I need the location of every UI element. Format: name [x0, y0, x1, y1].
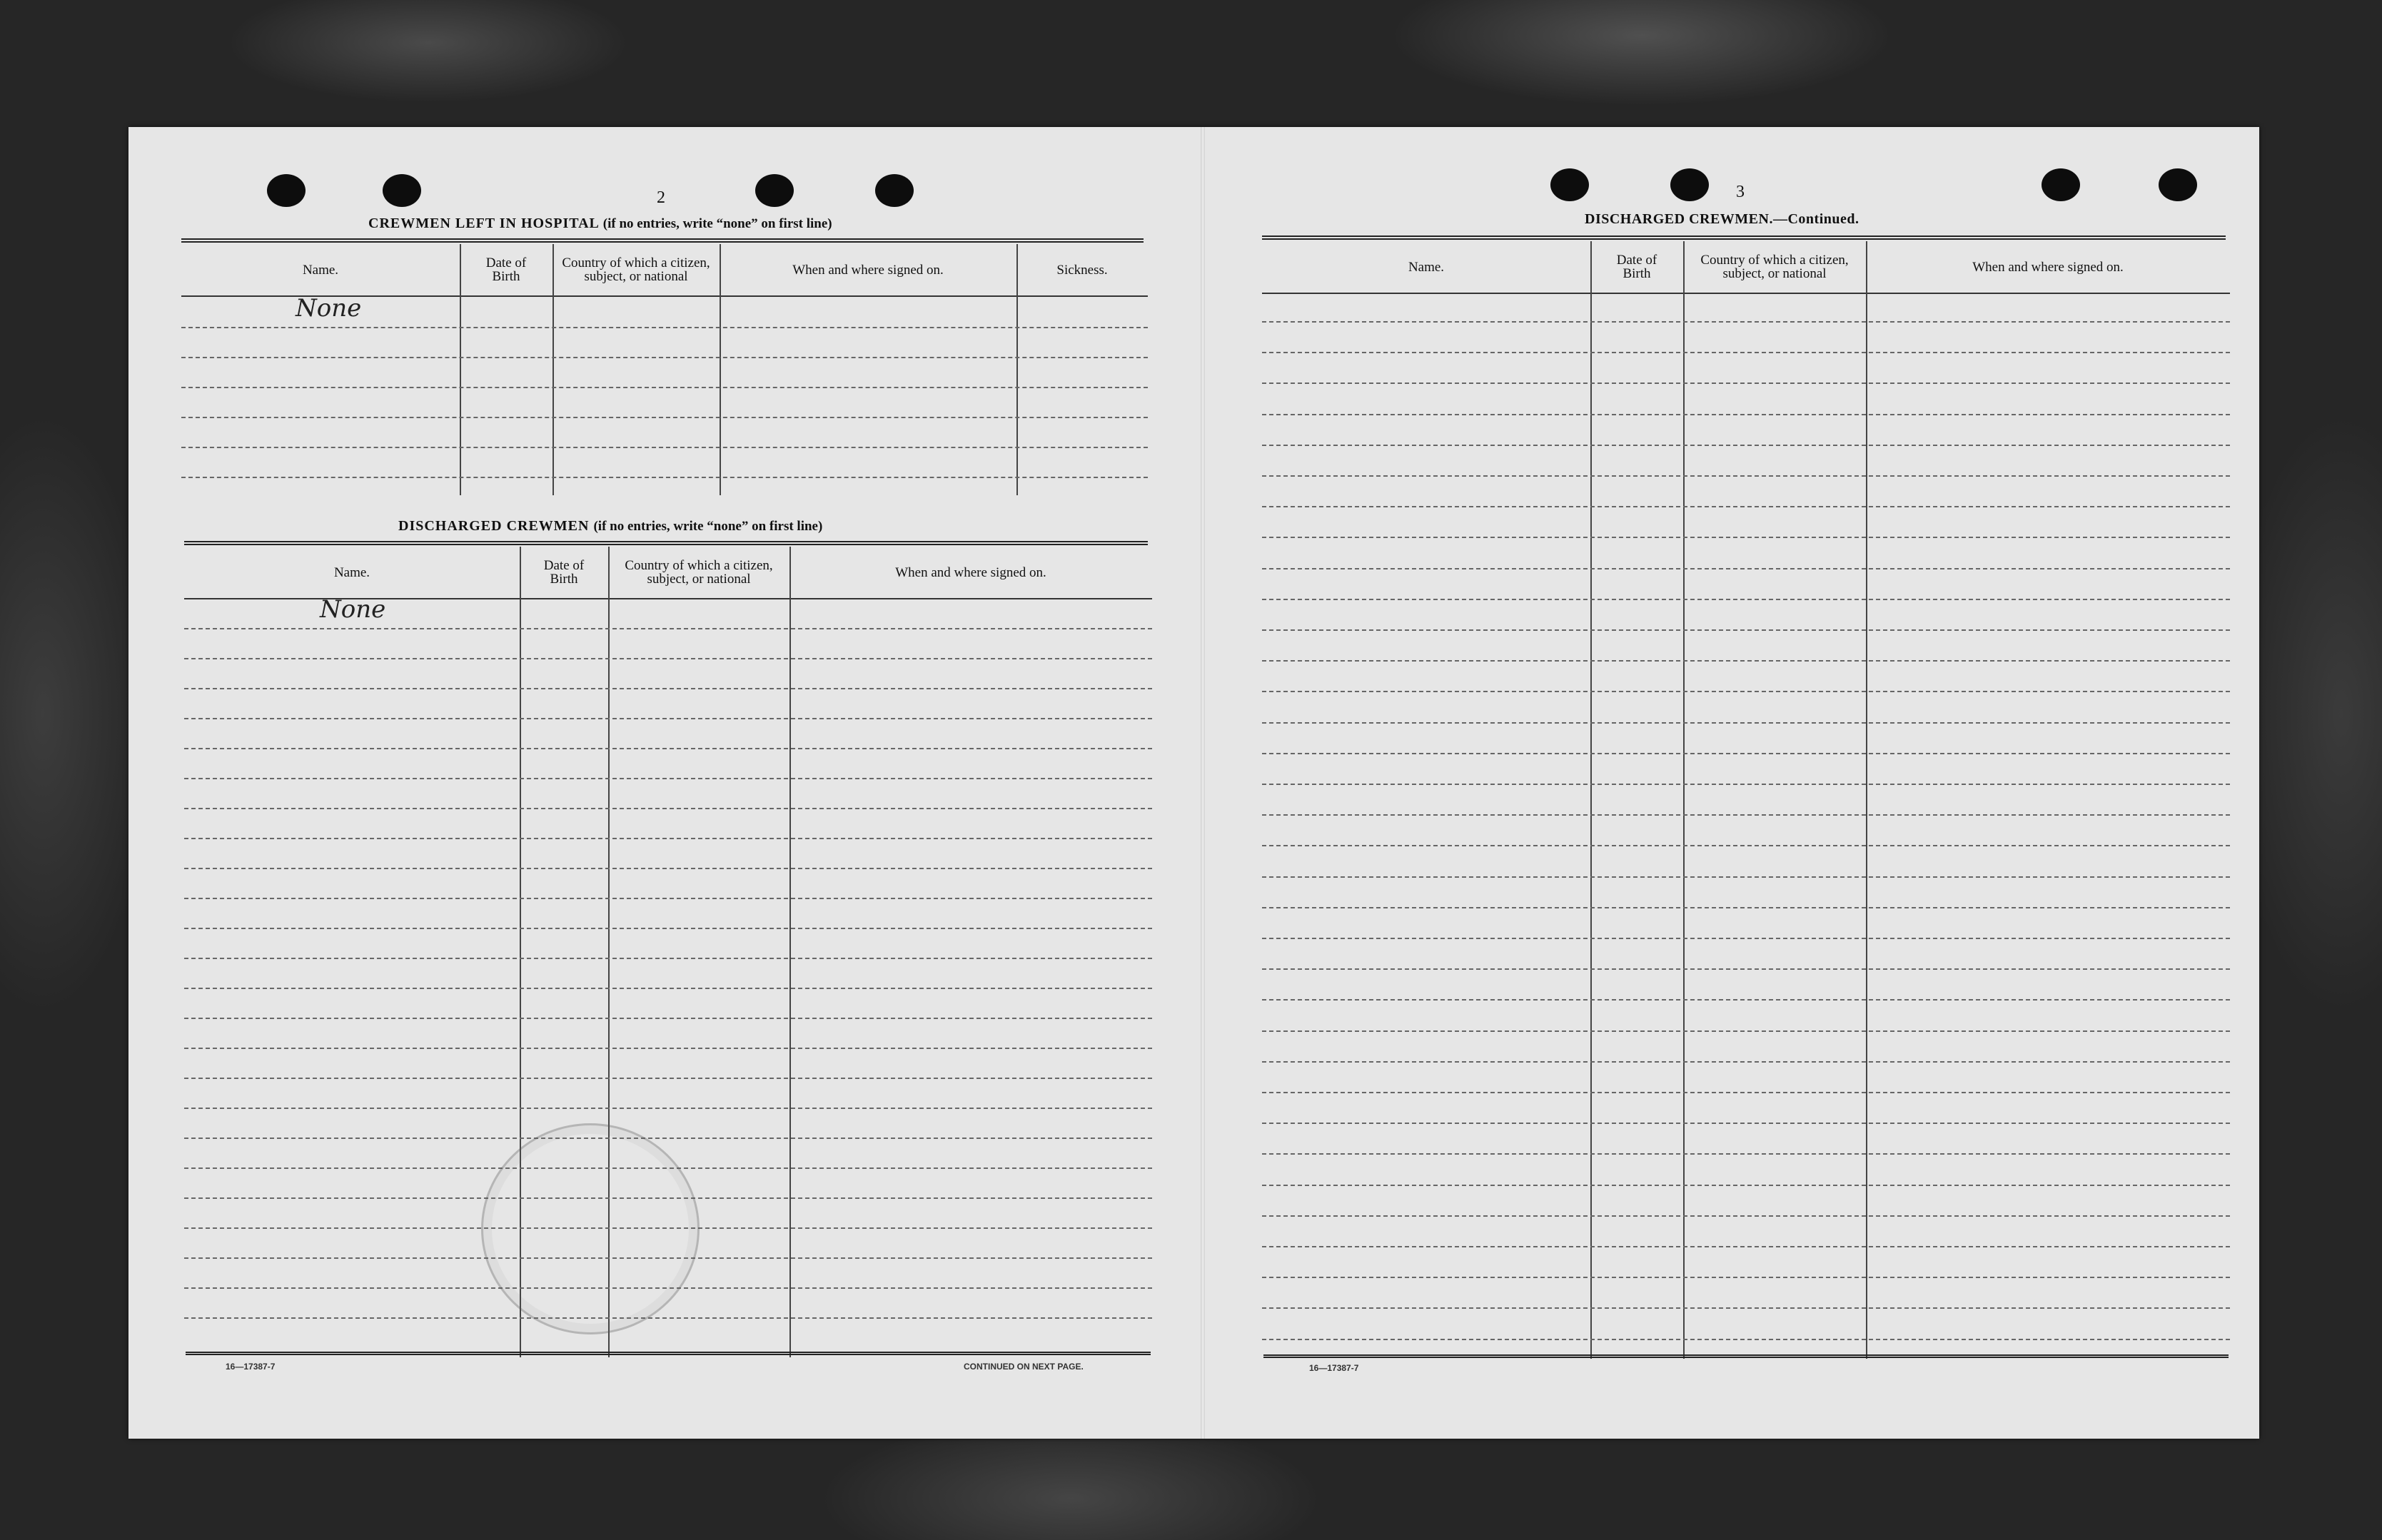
- row-line: [1262, 537, 2230, 538]
- column-divider: [789, 547, 791, 1357]
- header-name: Name.: [302, 262, 339, 278]
- row-line: [1262, 414, 2230, 415]
- row-line: [1262, 907, 2230, 908]
- hospital-title: CREWMEN LEFT IN HOSPITAL: [368, 216, 599, 231]
- double-rule: [1262, 235, 2226, 240]
- form-number: 16—17387-7: [1309, 1363, 1359, 1373]
- discharged-title: DISCHARGED CREWMEN: [398, 518, 590, 534]
- row-line: [1262, 352, 2230, 353]
- punch-hole: [2042, 168, 2080, 201]
- row-line: [184, 1048, 1152, 1049]
- header-signed-on: When and where signed on.: [792, 262, 944, 278]
- page-fold: [1201, 127, 1205, 1439]
- row-line: [1262, 1061, 2230, 1063]
- page-number: 2: [657, 188, 665, 207]
- row-line: [184, 808, 1152, 809]
- row-line: [184, 1018, 1152, 1019]
- row-line: [1262, 506, 2230, 507]
- discharged-note: (if no entries, write “none” on first line): [593, 519, 823, 534]
- row-line: [184, 988, 1152, 989]
- row-line: [1262, 814, 2230, 816]
- row-line: [1262, 475, 2230, 477]
- row-line: [1262, 784, 2230, 785]
- row-line: [1262, 1339, 2230, 1340]
- row-line: [1262, 321, 2230, 323]
- row-line: [1262, 383, 2230, 384]
- punch-hole: [383, 174, 421, 207]
- row-line: [184, 658, 1152, 659]
- document-spread: [128, 127, 2259, 1439]
- double-rule: [184, 541, 1148, 545]
- handwritten-entry: None: [320, 595, 386, 624]
- row-line: [1262, 1246, 2230, 1247]
- faded-stamp: [481, 1123, 700, 1334]
- header-country: Country of which a citizen, subject, or national: [625, 558, 773, 587]
- row-line: [1262, 938, 2230, 939]
- header-signed-on: When and where signed on.: [1972, 259, 2124, 275]
- continued-note: CONTINUED ON NEXT PAGE.: [964, 1362, 1084, 1372]
- row-line: [1262, 753, 2230, 754]
- row-line: [1262, 599, 2230, 600]
- row-line: [1262, 1030, 2230, 1032]
- row-line: [181, 447, 1148, 448]
- row-line: [184, 748, 1152, 749]
- row-line: [1262, 1307, 2230, 1309]
- punch-hole: [2159, 168, 2197, 201]
- header-country: Country of which a citizen, subject, or national: [1700, 253, 1849, 281]
- row-line: [184, 1108, 1152, 1109]
- double-rule: [186, 1352, 1151, 1355]
- row-line: [184, 1078, 1152, 1079]
- row-line: [181, 477, 1148, 478]
- column-divider: [1866, 241, 1867, 1359]
- row-line: [184, 928, 1152, 929]
- row-line: [181, 357, 1148, 358]
- header-date-of-birth: Date of Birth: [485, 255, 527, 284]
- form-number: 16—17387-7: [226, 1362, 276, 1372]
- row-line: [1262, 1153, 2230, 1155]
- row-line: [1262, 845, 2230, 846]
- page-number: 3: [1736, 183, 1745, 201]
- row-line: [184, 958, 1152, 959]
- header-date-of-birth: Date of Birth: [543, 558, 585, 587]
- row-line: [1262, 1185, 2230, 1186]
- header-name: Name.: [333, 564, 370, 580]
- column-divider: [1683, 241, 1685, 1359]
- row-line: [1262, 1277, 2230, 1278]
- header-name: Name.: [1408, 259, 1445, 275]
- row-line: [184, 718, 1152, 719]
- punch-hole: [755, 174, 794, 207]
- punch-hole: [875, 174, 914, 207]
- header-sickness: Sickness.: [1056, 262, 1108, 278]
- row-line: [1262, 629, 2230, 631]
- row-line: [1262, 1215, 2230, 1217]
- handwritten-entry: None: [296, 294, 362, 323]
- row-line: [1262, 568, 2230, 569]
- row-line: [1262, 691, 2230, 692]
- row-line: [1262, 445, 2230, 446]
- row-line: [1262, 660, 2230, 662]
- header-country: Country of which a citizen, subject, or national: [562, 255, 710, 284]
- row-line: [184, 1317, 1152, 1319]
- row-line: [184, 868, 1152, 869]
- section-title-hospital: [368, 216, 832, 232]
- row-line: [184, 1138, 1152, 1139]
- double-rule: [1263, 1354, 2229, 1358]
- row-line: [181, 327, 1148, 328]
- section-title-discharged-continued: DISCHARGED CREWMEN.—Continued.: [1585, 211, 1859, 227]
- header-date-of-birth: Date of Birth: [1616, 253, 1657, 281]
- row-line: [181, 387, 1148, 388]
- section-title-discharged: [398, 518, 822, 535]
- double-rule: [181, 238, 1144, 243]
- punch-hole: [267, 174, 306, 207]
- hospital-table: [181, 244, 1148, 495]
- row-line: [1262, 1092, 2230, 1093]
- punch-hole: [1670, 168, 1709, 201]
- row-line: [1262, 1123, 2230, 1124]
- punch-hole: [1550, 168, 1589, 201]
- row-line: [184, 838, 1152, 839]
- header-signed-on: When and where signed on.: [895, 564, 1046, 580]
- row-line: [1262, 722, 2230, 724]
- row-line: [184, 688, 1152, 689]
- row-line: [184, 898, 1152, 899]
- hospital-note: (if no entries, write “none” on first line): [602, 216, 832, 231]
- row-line: [181, 417, 1148, 418]
- discharged-continued-table: [1262, 241, 2230, 1359]
- row-line: [1262, 968, 2230, 970]
- row-line: [1262, 876, 2230, 878]
- row-line: [1262, 999, 2230, 1001]
- row-line: [184, 628, 1152, 629]
- column-divider: [1590, 241, 1592, 1359]
- row-line: [184, 778, 1152, 779]
